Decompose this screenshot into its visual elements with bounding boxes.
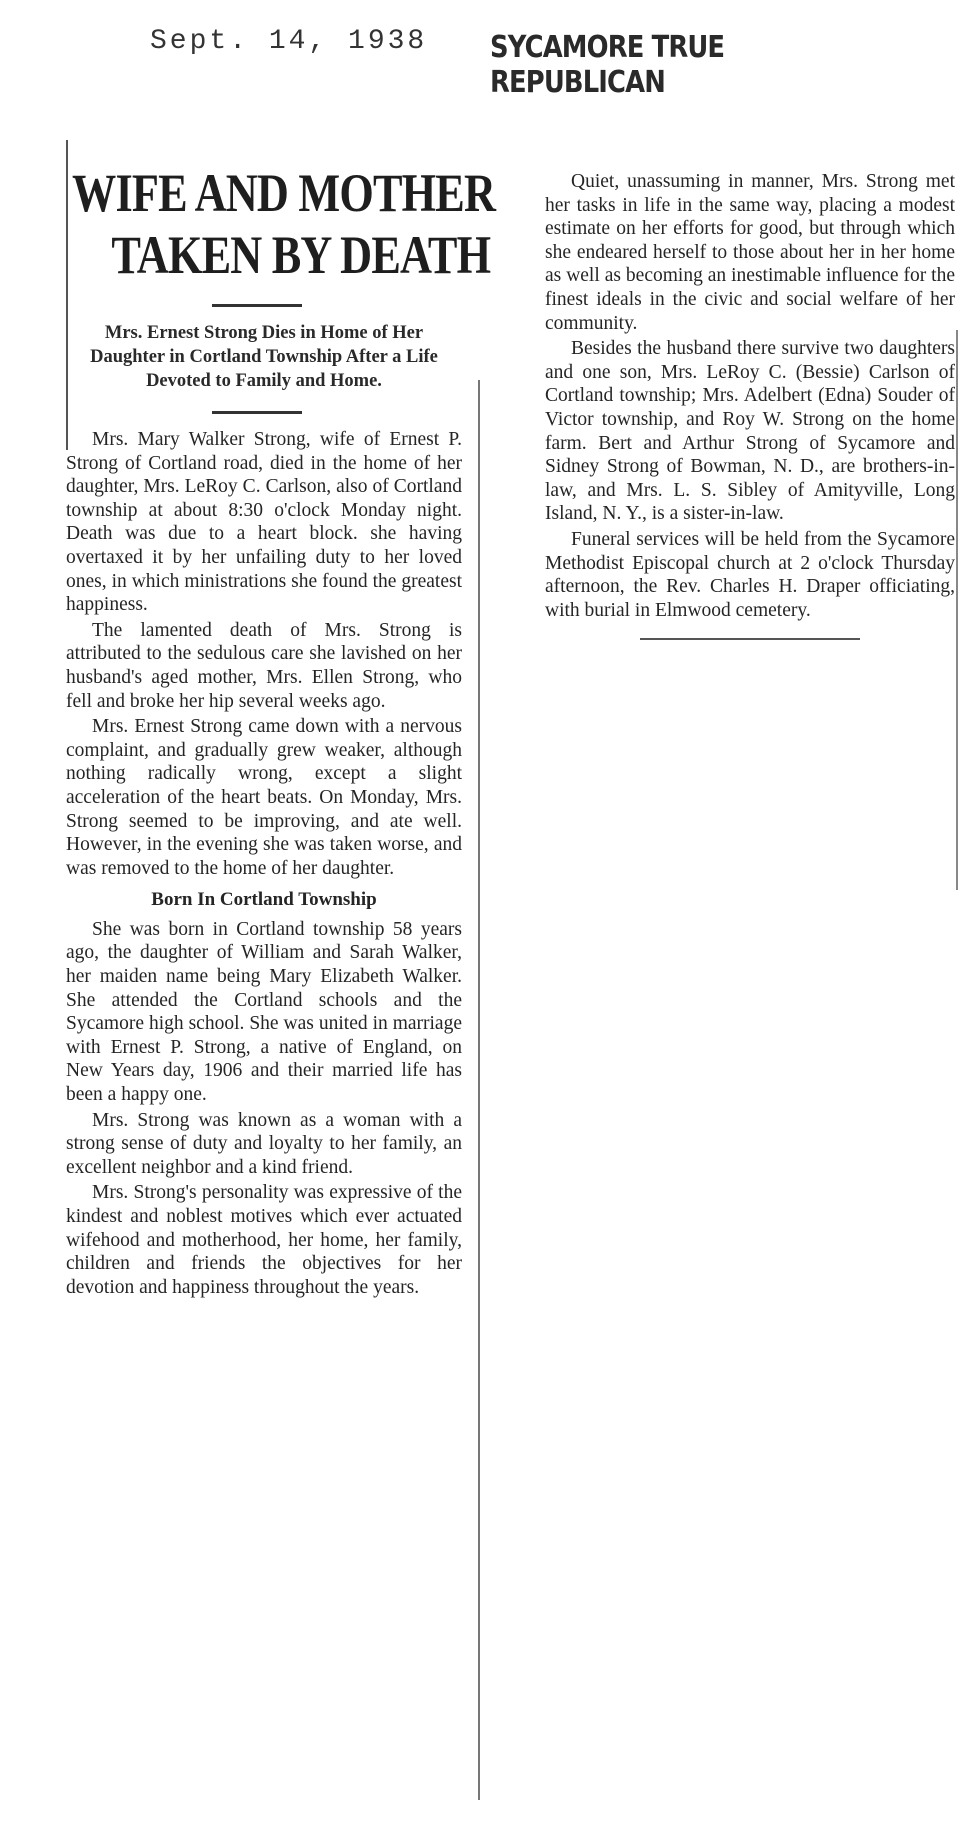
article-body-left [52, 428, 462, 1299]
paragraph: Mrs. Mary Walker Strong, wife of Ernest P. Strong of Cortland road, died in the home of her daughter, Mrs. LeRoy C. Carlson, also of Cortland township at about 8:30 o'clock Monday night. Death was due to a heart block. she having overtaxed it by her unfailing duty to her loved ones, in which ministrations she found the greatest happiness. [66, 429, 462, 616]
paragraph: Mrs. Strong's personality was expressive of the kindest and noblest motives which ever actuated wifehood and motherhood, her home, her family, children and friends the objectives for her devotion and happiness throughout the years. [66, 1182, 462, 1298]
clipping-date: Sept. 14, 1938 [150, 26, 428, 57]
paragraph: Besides the husband there survive two daughters and one son, Mrs. LeRoy C. (Bessie) Carlson of Cortland township; Mrs. Adelbert (Edna) Souder of Victor township, and Roy W. Strong on the home farm. Bert and Arthur Strong of Sycamore and Sidney Strong of Bowman, N. D., are brothers-in-law, and Mrs. L. S. Sibley of Amityville, Long Island, N. Y., is a sister-in-law. [545, 338, 955, 525]
article-column-right [545, 170, 955, 640]
paragraph: Mrs. Strong was known as a woman with a strong sense of duty and loyalty to her family, an excellent neighbor and a kind friend. [66, 1109, 462, 1178]
column-rule-right [956, 330, 958, 890]
headline-line-2: TAKEN BY DEATH [111, 225, 491, 285]
article-end-rule [640, 638, 860, 640]
paragraph: The lamented death of Mrs. Strong is attributed to the sedulous care she lavished on her husband's aged mother, Mrs. Ellen Strong, who fell and broke her hip several weeks ago. [66, 619, 462, 712]
newspaper-name-stamp: SYCAMORE TRUE REPUBLICAN [490, 30, 725, 100]
headline-line-1: WIFE AND MOTHER [72, 163, 496, 223]
article-column-left [52, 140, 496, 1299]
paragraph: Quiet, unassuming in manner, Mrs. Strong met her tasks in life in the same way, placing a modest estimate on her efforts for good, but through which she endeared herself to those about her in her home as well as becoming an inestimable influence for the finest ideals in the civic and social welfare of her community. [545, 171, 955, 334]
article-subhead: Born In Cortland Township [151, 889, 377, 911]
headline-divider [212, 304, 302, 307]
article-headline [72, 162, 496, 286]
paragraph: She was born in Cortland township 58 years ago, the daughter of William and Sarah Walker, her maiden name being Mary Elizabeth Walker. She attended the Cortland schools and the Sycamore high school. She was united in marriage with Ernest P. Strong, a native of England, on New Years day, 1906 and their married life has been a happy one. [66, 918, 462, 1106]
paragraph: Funeral services will be held from the Sycamore Methodist Episcopal church at 2 o'clock Thursday afternoon, the Rev. Charles H. Draper officiating, with burial in Elmwood cemetery. [545, 528, 955, 621]
paragraph: Mrs. Ernest Strong came down with a nervous complaint, and gradually grew weaker, although nothing radically wrong, except a slight acceleration of the heart beats. On Monday, Mrs. Strong seemed to be improving, and ate well. However, in the evening she was taken worse, and was removed to the home of her daughter. [66, 716, 462, 879]
column-rule-middle [478, 380, 480, 1800]
article-deck: Mrs. Ernest Strong Dies in Home of Her Daughter in Cortland Township After a Life Devoted to Family and Home. [90, 323, 438, 391]
deck-divider [212, 411, 302, 414]
